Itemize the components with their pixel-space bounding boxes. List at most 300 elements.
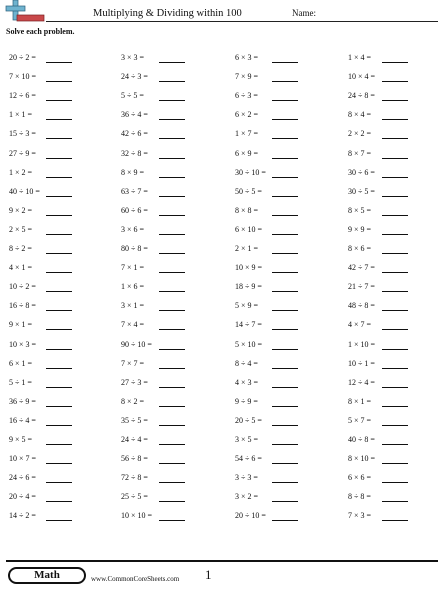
problem-expression: 8 ÷ 4 = (235, 358, 258, 368)
problem-expression: 10 × 3 = (9, 339, 37, 349)
answer-blank[interactable] (382, 387, 408, 388)
answer-blank[interactable] (46, 444, 72, 445)
problem-expression: 4 × 1 = (9, 263, 33, 273)
problem-item (121, 378, 187, 390)
problem-expression: 32 ÷ 8 = (121, 148, 148, 158)
answer-blank[interactable] (272, 310, 298, 311)
name-label: Name: (292, 8, 316, 18)
problem-expression: 9 × 5 = (9, 435, 33, 444)
answer-blank[interactable] (46, 406, 72, 407)
answer-blank[interactable] (272, 62, 298, 63)
problem-expression: 8 ÷ 8 = (348, 492, 371, 502)
problem-expression: 15 ÷ 3 = (9, 129, 36, 139)
problem-expression: 8 ÷ 2 = (9, 244, 32, 253)
answer-blank[interactable] (382, 520, 408, 521)
answer-blank[interactable] (382, 291, 408, 292)
problem-expression: 3 ÷ 3 = (235, 473, 258, 483)
problem-expression: 10 ÷ 2 = (9, 282, 36, 292)
problem-expression: 40 ÷ 8 = (348, 435, 375, 444)
problem-expression: 10 × 4 = (348, 72, 376, 82)
answer-blank[interactable] (46, 177, 72, 178)
problem-item (121, 397, 187, 409)
answer-blank[interactable] (159, 406, 185, 407)
problem-item (348, 301, 410, 313)
problem-expression: 18 ÷ 9 = (235, 282, 262, 292)
problem-item (9, 168, 74, 180)
problem-item (348, 435, 410, 447)
problem-expression: 10 ÷ 1 = (348, 358, 375, 368)
problem-expression: 54 ÷ 6 = (235, 454, 262, 464)
problem-item (121, 320, 187, 332)
problem-expression: 24 ÷ 8 = (348, 91, 375, 101)
problem-expression: 24 ÷ 4 = (121, 435, 148, 444)
problem-expression: 6 × 3 = (235, 53, 259, 62)
problem-expression: 3 × 1 = (121, 301, 145, 311)
answer-blank[interactable] (46, 349, 72, 350)
problem-item (9, 263, 74, 275)
problem-item (9, 397, 74, 409)
problem-item (235, 72, 300, 84)
answer-blank[interactable] (382, 463, 408, 464)
problem-expression: 30 ÷ 6 = (348, 167, 375, 177)
answer-blank[interactable] (159, 234, 185, 235)
answer-blank[interactable] (272, 387, 298, 388)
problem-expression: 48 ÷ 8 = (348, 301, 375, 311)
problem-item (348, 72, 410, 84)
answer-blank[interactable] (159, 520, 185, 521)
answer-blank[interactable] (272, 291, 298, 292)
answer-blank[interactable] (272, 215, 298, 216)
problem-item (348, 168, 410, 180)
problem-expression: 3 × 3 = (121, 53, 145, 62)
problem-item (9, 492, 74, 504)
answer-blank[interactable] (382, 368, 408, 369)
answer-blank[interactable] (272, 177, 298, 178)
problem-item (348, 206, 410, 218)
problem-expression: 8 × 7 = (348, 148, 372, 158)
problem-item (235, 301, 300, 313)
answer-blank[interactable] (46, 253, 72, 254)
answer-blank[interactable] (272, 329, 298, 330)
problem-item (235, 340, 300, 352)
problem-item (235, 168, 300, 180)
answer-blank[interactable] (159, 215, 185, 216)
answer-blank[interactable] (272, 463, 298, 464)
problem-item (121, 225, 187, 237)
problem-expression: 21 ÷ 7 = (348, 282, 375, 292)
problem-item (348, 110, 410, 122)
problem-item (348, 416, 410, 428)
problem-expression: 10 × 10 = (121, 511, 153, 521)
problem-item (9, 225, 74, 237)
problem-expression: 40 ÷ 10 = (9, 186, 40, 196)
problem-item (9, 244, 74, 256)
problem-item (235, 397, 300, 409)
problem-expression: 7 × 9 = (235, 72, 259, 82)
problem-item (348, 359, 410, 371)
problem-expression: 20 ÷ 5 = (235, 415, 262, 425)
answer-blank[interactable] (46, 520, 72, 521)
problem-expression: 1 × 2 = (9, 167, 33, 177)
problem-item (348, 263, 410, 275)
problem-item (121, 53, 187, 65)
problem-item (235, 511, 300, 523)
answer-blank[interactable] (382, 62, 408, 63)
problem-item (235, 492, 300, 504)
problem-expression: 6 × 1 = (9, 358, 33, 368)
problem-expression: 50 ÷ 5 = (235, 186, 262, 196)
problem-expression: 24 ÷ 6 = (9, 473, 36, 483)
answer-blank[interactable] (46, 234, 72, 235)
answer-blank[interactable] (382, 234, 408, 235)
problem-expression: 2 × 2 = (348, 129, 372, 139)
problem-item (235, 320, 300, 332)
answer-blank[interactable] (46, 482, 72, 483)
problem-item (121, 340, 187, 352)
problem-expression: 90 ÷ 10 = (121, 339, 152, 349)
problem-expression: 3 × 5 = (235, 435, 259, 444)
problem-expression: 9 × 2 = (9, 205, 33, 215)
problem-expression: 60 ÷ 6 = (121, 205, 148, 215)
problem-item (235, 110, 300, 122)
problem-item (235, 416, 300, 428)
problem-item (348, 397, 410, 409)
answer-blank[interactable] (159, 119, 185, 120)
answer-blank[interactable] (272, 81, 298, 82)
problem-expression: 2 × 5 = (9, 224, 33, 234)
problem-item (121, 359, 187, 371)
problem-item (348, 244, 410, 256)
answer-blank[interactable] (159, 177, 185, 178)
problem-item (9, 206, 74, 218)
answer-blank[interactable] (382, 482, 408, 483)
answer-blank[interactable] (272, 253, 298, 254)
problem-expression: 10 × 7 = (9, 454, 37, 464)
answer-blank[interactable] (272, 234, 298, 235)
problem-item (9, 149, 74, 161)
worksheet-title: Multiplying & Dividing within 100 (93, 8, 242, 19)
problem-item (121, 91, 187, 103)
problem-expression: 27 ÷ 9 = (9, 148, 36, 158)
problem-item (9, 454, 74, 466)
problem-expression: 20 ÷ 2 = (9, 53, 36, 62)
problem-item (9, 511, 74, 523)
problem-expression: 10 × 9 = (235, 263, 263, 273)
problem-expression: 5 ÷ 1 = (9, 377, 32, 387)
problem-expression: 42 ÷ 7 = (348, 263, 375, 273)
answer-blank[interactable] (159, 329, 185, 330)
problem-item (348, 378, 410, 390)
answer-blank[interactable] (382, 196, 408, 197)
problem-expression: 3 × 2 = (235, 492, 259, 502)
problem-item (121, 301, 187, 313)
problem-item (9, 340, 74, 352)
problem-expression: 80 ÷ 8 = (121, 244, 148, 253)
problem-item (121, 435, 187, 447)
answer-blank[interactable] (159, 291, 185, 292)
problem-expression: 36 ÷ 4 = (121, 110, 148, 120)
problem-item (348, 91, 410, 103)
answer-blank[interactable] (272, 520, 298, 521)
answer-blank[interactable] (382, 349, 408, 350)
problem-expression: 6 ÷ 3 = (235, 91, 258, 101)
problem-expression: 3 × 6 = (121, 224, 145, 234)
problem-expression: 7 × 4 = (121, 320, 145, 330)
problem-item (121, 263, 187, 275)
problem-item (121, 416, 187, 428)
answer-blank[interactable] (159, 463, 185, 464)
answer-blank[interactable] (159, 482, 185, 483)
problem-expression: 24 ÷ 3 = (121, 72, 148, 82)
problem-item (9, 320, 74, 332)
answer-blank[interactable] (159, 272, 185, 273)
answer-blank[interactable] (46, 81, 72, 82)
problem-expression: 6 × 10 = (235, 224, 263, 234)
answer-blank[interactable] (382, 406, 408, 407)
answer-blank[interactable] (272, 444, 298, 445)
problem-expression: 5 × 10 = (235, 339, 263, 349)
problem-item (348, 320, 410, 332)
problem-item (9, 359, 74, 371)
problem-item (235, 206, 300, 218)
answer-blank[interactable] (159, 425, 185, 426)
answer-blank[interactable] (159, 387, 185, 388)
answer-blank[interactable] (159, 349, 185, 350)
problem-item (235, 473, 300, 485)
problem-expression: 12 ÷ 6 = (9, 91, 36, 101)
problem-item (121, 282, 187, 294)
answer-blank[interactable] (46, 368, 72, 369)
problem-expression: 6 × 2 = (235, 110, 259, 120)
problem-item (348, 187, 410, 199)
problem-expression: 27 ÷ 3 = (121, 377, 148, 387)
problem-expression: 7 × 1 = (121, 263, 145, 273)
answer-blank[interactable] (159, 368, 185, 369)
answer-blank[interactable] (159, 158, 185, 159)
problem-item (9, 473, 74, 485)
answer-blank[interactable] (46, 310, 72, 311)
problem-item (121, 187, 187, 199)
answer-blank[interactable] (382, 100, 408, 101)
answer-blank[interactable] (272, 138, 298, 139)
answer-blank[interactable] (272, 482, 298, 483)
problem-expression: 1 × 1 = (9, 110, 33, 120)
problem-item (235, 91, 300, 103)
answer-blank[interactable] (382, 177, 408, 178)
problem-item (121, 244, 187, 256)
problem-item (235, 225, 300, 237)
problem-item (121, 511, 187, 523)
answer-blank[interactable] (382, 138, 408, 139)
problem-expression: 72 ÷ 8 = (121, 473, 148, 483)
problem-item (9, 378, 74, 390)
site-url: www.CommonCoreSheets.com (91, 575, 180, 583)
problem-item (235, 244, 300, 256)
problem-expression: 1 × 7 = (235, 129, 259, 139)
problem-item (9, 129, 74, 141)
problem-expression: 12 ÷ 4 = (348, 377, 375, 387)
answer-blank[interactable] (159, 138, 185, 139)
page-number: 1 (205, 567, 212, 582)
answer-blank[interactable] (272, 196, 298, 197)
footer-divider (6, 560, 438, 562)
answer-blank[interactable] (159, 310, 185, 311)
problem-expression: 35 ÷ 5 = (121, 415, 148, 425)
problem-item (235, 53, 300, 65)
problem-item (121, 129, 187, 141)
problem-expression: 5 × 7 = (348, 415, 372, 425)
answer-blank[interactable] (159, 100, 185, 101)
answer-blank[interactable] (382, 119, 408, 120)
problem-item (121, 206, 187, 218)
problem-item (348, 282, 410, 294)
answer-blank[interactable] (159, 81, 185, 82)
answer-blank[interactable] (46, 291, 72, 292)
answer-blank[interactable] (382, 310, 408, 311)
answer-blank[interactable] (272, 158, 298, 159)
problem-expression: 2 × 1 = (235, 244, 259, 253)
problem-item (9, 416, 74, 428)
answer-blank[interactable] (382, 272, 408, 273)
answer-blank[interactable] (46, 272, 72, 273)
problem-expression: 7 × 10 = (9, 72, 37, 82)
problem-expression: 4 × 3 = (235, 377, 259, 387)
answer-blank[interactable] (382, 158, 408, 159)
problem-item (348, 492, 410, 504)
answer-blank[interactable] (382, 444, 408, 445)
problem-item (121, 72, 187, 84)
answer-blank[interactable] (46, 387, 72, 388)
problem-expression: 8 × 9 = (121, 167, 145, 177)
problem-expression: 8 × 10 = (348, 454, 376, 464)
answer-blank[interactable] (272, 119, 298, 120)
problem-expression: 25 ÷ 5 = (121, 492, 148, 502)
problem-expression: 16 ÷ 8 = (9, 301, 36, 311)
problem-item (235, 378, 300, 390)
answer-blank[interactable] (46, 501, 72, 502)
problem-expression: 30 ÷ 10 = (235, 167, 266, 177)
problem-item (121, 454, 187, 466)
answer-blank[interactable] (382, 501, 408, 502)
problem-item (121, 168, 187, 180)
problem-item (348, 149, 410, 161)
problem-item (235, 282, 300, 294)
problem-item (235, 263, 300, 275)
answer-blank[interactable] (159, 253, 185, 254)
problem-item (348, 473, 410, 485)
problem-expression: 1 × 6 = (121, 282, 145, 292)
answer-blank[interactable] (382, 425, 408, 426)
problem-expression: 7 × 3 = (348, 511, 372, 521)
answer-blank[interactable] (272, 501, 298, 502)
problem-expression: 8 × 8 = (235, 205, 259, 215)
answer-blank[interactable] (382, 329, 408, 330)
problem-expression: 8 × 4 = (348, 110, 372, 120)
answer-blank[interactable] (46, 158, 72, 159)
problem-expression: 5 ÷ 5 = (121, 91, 144, 101)
problem-item (348, 129, 410, 141)
problem-item (121, 110, 187, 122)
problem-expression: 56 ÷ 8 = (121, 454, 148, 464)
problem-item (9, 72, 74, 84)
problem-expression: 63 ÷ 7 = (121, 186, 148, 196)
answer-blank[interactable] (272, 406, 298, 407)
problem-expression: 9 × 9 = (348, 224, 372, 234)
problem-expression: 8 × 5 = (348, 205, 372, 215)
answer-blank[interactable] (382, 81, 408, 82)
answer-blank[interactable] (272, 425, 298, 426)
problem-expression: 9 × 1 = (9, 320, 33, 330)
problem-item (9, 53, 74, 65)
problem-expression: 9 ÷ 9 = (235, 396, 258, 406)
problem-item (9, 301, 74, 313)
answer-blank[interactable] (46, 196, 72, 197)
problem-item (9, 110, 74, 122)
problem-expression: 8 × 6 = (348, 244, 372, 253)
answer-blank[interactable] (272, 272, 298, 273)
problem-item (348, 454, 410, 466)
answer-blank[interactable] (46, 100, 72, 101)
problem-item (235, 129, 300, 141)
problem-expression: 14 ÷ 7 = (235, 320, 262, 330)
answer-blank[interactable] (46, 463, 72, 464)
problem-item (121, 149, 187, 161)
problem-expression: 16 ÷ 4 = (9, 415, 36, 425)
problem-item (121, 492, 187, 504)
problem-expression: 8 × 2 = (121, 396, 145, 406)
answer-blank[interactable] (46, 425, 72, 426)
answer-blank[interactable] (46, 329, 72, 330)
problem-expression: 6 × 6 = (348, 473, 372, 483)
answer-blank[interactable] (159, 444, 185, 445)
answer-blank[interactable] (46, 119, 72, 120)
answer-blank[interactable] (159, 501, 185, 502)
problem-item (235, 187, 300, 199)
problem-item (348, 53, 410, 65)
answer-blank[interactable] (382, 215, 408, 216)
problem-item (235, 359, 300, 371)
answer-blank[interactable] (46, 138, 72, 139)
problem-item (348, 511, 410, 523)
problem-item (235, 149, 300, 161)
problem-item (9, 91, 74, 103)
problem-item (348, 225, 410, 237)
problem-expression: 7 × 7 = (121, 358, 145, 368)
problem-item (9, 187, 74, 199)
math-badge: Math (8, 567, 86, 584)
problem-expression: 20 ÷ 4 = (9, 492, 36, 502)
answer-blank[interactable] (272, 368, 298, 369)
answer-blank[interactable] (382, 253, 408, 254)
answer-blank[interactable] (272, 100, 298, 101)
problem-item (348, 340, 410, 352)
problem-item (121, 473, 187, 485)
answer-blank[interactable] (46, 62, 72, 63)
problem-expression: 1 × 4 = (348, 53, 372, 62)
answer-blank[interactable] (159, 62, 185, 63)
problem-item (9, 282, 74, 294)
problem-item (235, 454, 300, 466)
problem-expression: 4 × 7 = (348, 320, 372, 330)
problem-item (235, 435, 300, 447)
instructions: Solve each problem. (6, 27, 75, 36)
answer-blank[interactable] (46, 215, 72, 216)
answer-blank[interactable] (272, 349, 298, 350)
problem-expression: 1 × 10 = (348, 339, 376, 349)
problem-item (9, 435, 74, 447)
problem-expression: 42 ÷ 6 = (121, 129, 148, 139)
answer-blank[interactable] (159, 196, 185, 197)
